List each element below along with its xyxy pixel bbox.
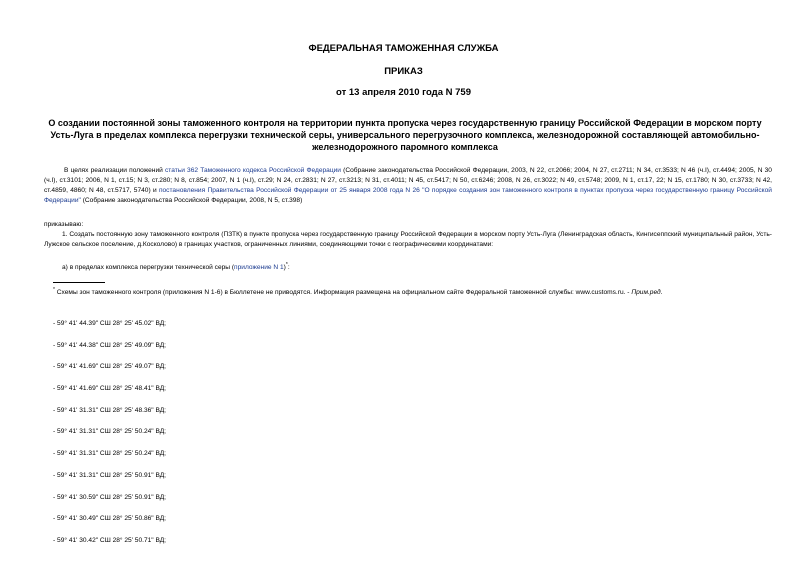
order-verb: приказываю:	[44, 221, 84, 228]
intro-text-middle: (Собрание законодательства Российской Федерации, 2003, N 22, ст.2066; 2004, N 27, ст.2711; N 34, ст.3533; N 46 (ч.I), ст.4494; 2005, N 30 (ч.I), ст.3101; 2006, N 1, ст.15; N 3, ст.280; N 8, ст.854; 2007, N 1 (ч.I), ст.29; N 24, ст.2831; N 27, ст.3213; N 31, ст.4011; N 45, ст.5417; N 50, ст.6246; 2008, N 26, ст.3022; N 49, ст.5748; 2009, N 1, ст.17, 22; N 15, ст.1780; N 30, ст.3733; N 42, ст.4859, 4860; N 48, ст.5717, 5740) и	[44, 167, 772, 194]
coordinate-item: - 59° 41' 31.31" СШ 28° 25' 48.36" ВД;	[53, 406, 167, 414]
coordinate-item: - 59° 41' 31.31" СШ 28° 25' 50.91" ВД;	[53, 471, 167, 479]
customs-code-article-link[interactable]: статьи 362 Таможенного кодекса Российской Федерации	[164, 167, 341, 174]
coordinate-item: - 59° 41' 31.31" СШ 28° 25' 50.24" ВД;	[53, 450, 167, 458]
coordinate-item: - 59° 41' 44.39" СШ 28° 25' 45.02" ВД;	[53, 320, 167, 327]
intro-text-end: (Собрание законодательства Российской Федерации, 2008, N 5, ст.398)	[80, 197, 303, 204]
coordinate-item: - 59° 41' 31.31" СШ 28° 25' 50.24" ВД;	[53, 428, 167, 436]
item-1-paragraph: 1. Создать постоянную зону таможенного контроля (ПЗТК) в пункте пропуска через государственную границу Российской Федерации в морском порту Усть-Луга (Ленинградская область, Кингисеппский муниципальный район, Усть-Лужское сельское поселение, д.Косколово) в границах участков, ограниченных линиями, соединяющими точки с географическими координатами:	[44, 231, 772, 248]
item-1a-text: а) в пределах комплекса перегрузки технической серы (	[62, 264, 235, 272]
footnote-divider	[53, 282, 105, 283]
document-title: О создании постоянной зоны таможенного контроля на территории пункта пропуска через государственную границу Российской Федерации в морском порту Усть-Луга в пределах комплекса перегрузки технической серы, универсального перегрузочного комплекса, железнодорожной составляющей автомобильно-железнодорожного паромного комплекса	[48, 118, 762, 152]
item-1a-paragraph	[62, 260, 762, 273]
editor-note: Прим.ред.	[631, 289, 663, 297]
footnote-text: Схемы зон таможенного контроля (приложения N 1-6) в Бюллетене не приводятся. Информация размещена на официальном сайте Федеральной таможенной службы: www.customs.ru. -	[54, 289, 632, 297]
footnote-marker: *	[285, 262, 288, 268]
agency-heading: ФЕДЕРАЛЬНАЯ ТАМОЖЕННАЯ СЛУЖБА	[308, 43, 499, 54]
coordinate-item: - 59° 41' 41.69" СШ 28° 25' 48.41" ВД;	[53, 385, 167, 393]
intro-text-start: В целях реализации положений	[64, 167, 165, 174]
coordinate-item: - 59° 41' 44.38" СШ 28° 25' 49.09" ВД;	[53, 341, 167, 349]
coordinate-item: - 59° 41' 30.49" СШ 28° 25' 50.86" ВД;	[53, 515, 167, 523]
appendix-1-link[interactable]: приложение N 1	[234, 264, 284, 272]
item-1a-colon: :	[287, 264, 290, 272]
government-resolution-link[interactable]: постановления Правительства Российской Федерации от 25 января 2008 года N 26 "О порядке создания зон таможенного контроля в пунктах пропуска через государственную границу Российской Федерации"	[44, 187, 772, 204]
item-1a-paren: )	[283, 264, 286, 272]
footnote	[53, 285, 773, 298]
coordinate-item: - 59° 41' 41.69" СШ 28° 25' 49.07" ВД;	[53, 363, 167, 371]
intro-paragraph	[44, 166, 772, 206]
document-date-number: от 13 апреля 2010 года N 759	[336, 87, 471, 98]
coordinate-list	[53, 319, 166, 558]
document-type: ПРИКАЗ	[384, 66, 423, 77]
coordinate-item: - 59° 41' 30.59" СШ 28° 25' 50.91" ВД;	[53, 493, 167, 501]
footnote-mark: *	[53, 287, 55, 293]
coordinate-item: - 59° 41' 30.42" СШ 28° 25' 50.71" ВД;	[53, 536, 167, 544]
